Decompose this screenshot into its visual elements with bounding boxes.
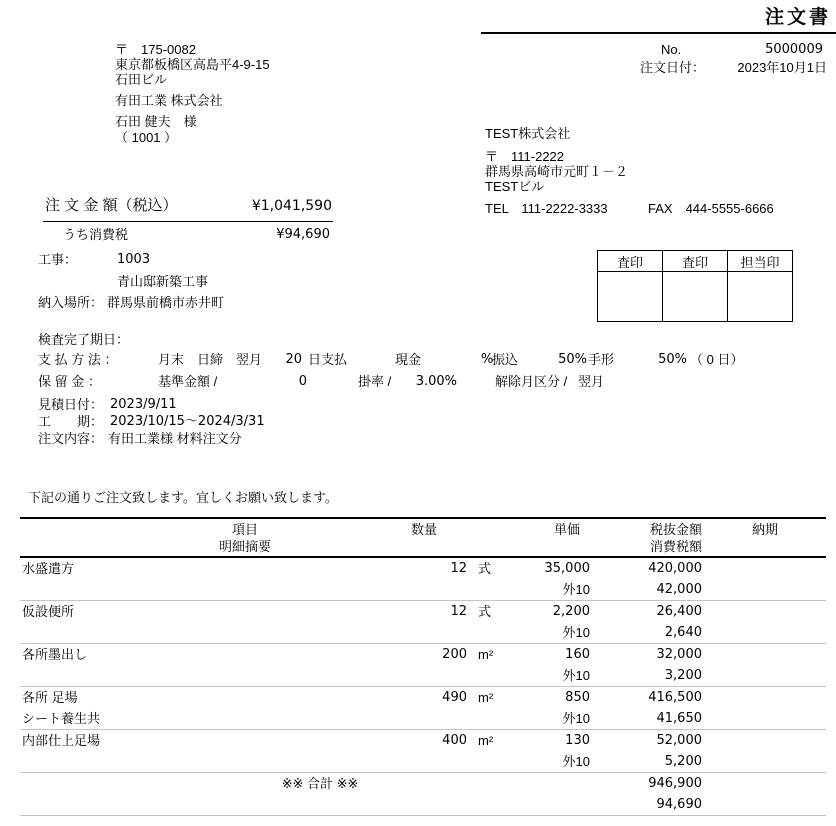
issuer-fax: FAX 444-5555-6666	[648, 201, 774, 216]
header-qty: 数量	[410, 522, 437, 537]
recipient-postal: 〒 175-0082	[115, 42, 196, 57]
row-unit-price: 850	[565, 690, 590, 705]
retention-base-value: 0	[298, 374, 307, 389]
order-no-label: No.	[661, 42, 682, 57]
row-qty: 12	[450, 561, 467, 576]
payment-closing: 月末 日締 翌月	[158, 352, 263, 367]
row-item: 各所 足場	[22, 690, 78, 705]
payment-day: 20	[285, 352, 302, 367]
row-tax-amount: 5,200	[664, 754, 702, 769]
payment-method-label: 支 払 方 法 ：	[38, 352, 118, 367]
row-qty: 400	[442, 733, 467, 748]
estimate-date-value: 2023/9/11	[110, 397, 177, 412]
row-delivery	[704, 687, 826, 708]
stamp-header-inspect-2: 査印	[663, 251, 728, 272]
row-unit: m²	[478, 690, 494, 705]
header-item: 項目	[231, 522, 258, 537]
issuer-postal: 〒 111-2222	[485, 149, 565, 164]
greeting-note: 下記の通りご注文致します。宜しくお願い致します。	[28, 490, 338, 505]
row-unit-price: 160	[565, 647, 590, 662]
cash-label: 現金	[395, 352, 422, 367]
page-title: 注文書	[764, 7, 831, 28]
project-name: 青山邸新築工事	[117, 274, 209, 289]
bill-days: （ 0 日）	[690, 352, 744, 367]
row-item: 水盛遣方	[22, 561, 75, 576]
row-detail	[20, 751, 400, 772]
order-date-value: 2023年10月1日	[737, 60, 827, 75]
header-detail: 明細摘要	[218, 539, 271, 554]
construction-period-label: 工 期：	[38, 414, 104, 429]
row-tax-amount: 41,650	[656, 711, 702, 726]
issuer-company: TEST株式会社	[485, 126, 571, 141]
release-month-label: 解除月区分 /	[495, 374, 568, 389]
row-tax-amount: 42,000	[656, 582, 702, 597]
recipient-address1: 東京都板橋区高島平4-9-15	[115, 57, 270, 72]
items-table-header	[20, 517, 826, 558]
delivery-place-value: 群馬県前橋市赤井町	[107, 295, 225, 310]
row-delivery	[704, 558, 826, 579]
issuer-tel: TEL 111-2222-3333	[485, 201, 608, 216]
total-label: ※※ 合計 ※※	[281, 776, 359, 791]
row-delivery	[704, 644, 826, 665]
issuer-address2: TESTビル	[485, 179, 545, 194]
tax-included-value: ¥94,690	[276, 227, 330, 242]
row-amount: 52,000	[656, 733, 702, 748]
row-tax-amount: 2,640	[664, 625, 702, 640]
table-row	[20, 558, 826, 601]
retention-rate-value: 3.00%	[415, 374, 457, 389]
row-unit: m²	[478, 647, 494, 662]
approval-stamp-table	[597, 250, 793, 322]
title-underline	[481, 32, 836, 34]
row-amount: 32,000	[656, 647, 702, 662]
row-unit: 式	[478, 604, 492, 619]
project-label: 工事：	[38, 252, 78, 267]
stamp-cell-2	[663, 272, 728, 322]
stamp-cell-3	[728, 272, 793, 322]
row-item: 内部仕上足場	[22, 733, 101, 748]
amount-underline	[43, 221, 333, 222]
row-detail: シート養生共	[22, 711, 101, 726]
stamp-header-person: 担当印	[728, 251, 793, 272]
table-row	[20, 730, 826, 773]
total-amount: 946,900	[648, 776, 702, 791]
row-tax-mark: 外10	[562, 668, 590, 683]
table-total-row	[20, 773, 826, 816]
row-delivery	[704, 730, 826, 751]
row-detail	[20, 579, 400, 600]
recipient-contact: 石田 健夫 様	[115, 114, 197, 129]
header-delivery: 納期	[751, 522, 778, 537]
row-tax-mark: 外10	[562, 582, 590, 597]
row-unit-price: 35,000	[544, 561, 590, 576]
project-code: 1003	[117, 252, 151, 267]
table-row	[20, 687, 826, 730]
row-amount: 416,500	[648, 690, 702, 705]
cash-percent: %	[481, 352, 494, 367]
retention-rate-label: 掛率 /	[358, 374, 392, 389]
inspection-deadline-label: 検査完了期日：	[38, 332, 130, 347]
total-tax-amount: 94,690	[656, 797, 702, 812]
stamp-cell-1	[598, 272, 663, 322]
bill-label: 手形	[588, 352, 615, 367]
row-detail	[20, 665, 400, 686]
estimate-date-label: 見積日付：	[38, 397, 104, 412]
order-amount-label: 注 文 金 額（税込）	[45, 197, 178, 214]
table-row	[20, 601, 826, 644]
row-item: 仮設便所	[22, 604, 75, 619]
bill-percent: 50%	[658, 352, 687, 367]
row-tax-amount: 3,200	[664, 668, 702, 683]
release-month-value: 翌月	[578, 374, 605, 389]
table-row	[20, 644, 826, 687]
order-content-label: 注文内容：	[38, 431, 104, 446]
order-content-value: 有田工業様 材料注文分	[108, 431, 242, 446]
row-unit-price: 130	[565, 733, 590, 748]
row-tax-mark: 外10	[562, 754, 590, 769]
row-unit-price: 2,200	[552, 604, 590, 619]
row-qty: 12	[450, 604, 467, 619]
row-qty: 200	[442, 647, 467, 662]
row-tax-mark: 外10	[562, 711, 590, 726]
row-detail	[20, 622, 400, 643]
row-delivery	[704, 601, 826, 622]
recipient-code: （ 1001 ）	[115, 130, 178, 145]
delivery-place-label: 納入場所：	[38, 295, 104, 310]
header-tax-amount: 消費税額	[649, 539, 702, 554]
retention-label: 保 留 金 ：	[38, 374, 101, 389]
row-tax-mark: 外10	[562, 625, 590, 640]
transfer-percent: 50%	[558, 352, 587, 367]
items-table	[20, 517, 826, 816]
row-qty: 490	[442, 690, 467, 705]
tax-included-label: うち消費税	[63, 227, 129, 242]
order-no-value: 5000009	[765, 42, 823, 57]
row-item: 各所墨出し	[22, 647, 88, 662]
row-unit: 式	[478, 561, 492, 576]
retention-base-label: 基準金額 /	[158, 374, 218, 389]
recipient-company: 有田工業 株式会社	[115, 93, 223, 108]
order-amount-value: ¥1,041,590	[251, 198, 332, 214]
payment-day-suffix: 日支払	[308, 352, 348, 367]
transfer-label: 振込	[492, 352, 519, 367]
header-amount: 税抜金額	[649, 522, 702, 537]
recipient-address2: 石田ビル	[115, 72, 168, 87]
row-amount: 26,400	[656, 604, 702, 619]
construction-period-value: 2023/10/15～2024/3/31	[110, 414, 265, 429]
row-amount: 420,000	[648, 561, 702, 576]
stamp-header-inspect-1: 査印	[598, 251, 663, 272]
issuer-address1: 群馬県高崎市元町１－２	[485, 164, 629, 179]
order-date-label: 注文日付：	[640, 60, 706, 75]
row-unit: m²	[478, 733, 494, 748]
header-unit-price: 単価	[553, 522, 580, 537]
